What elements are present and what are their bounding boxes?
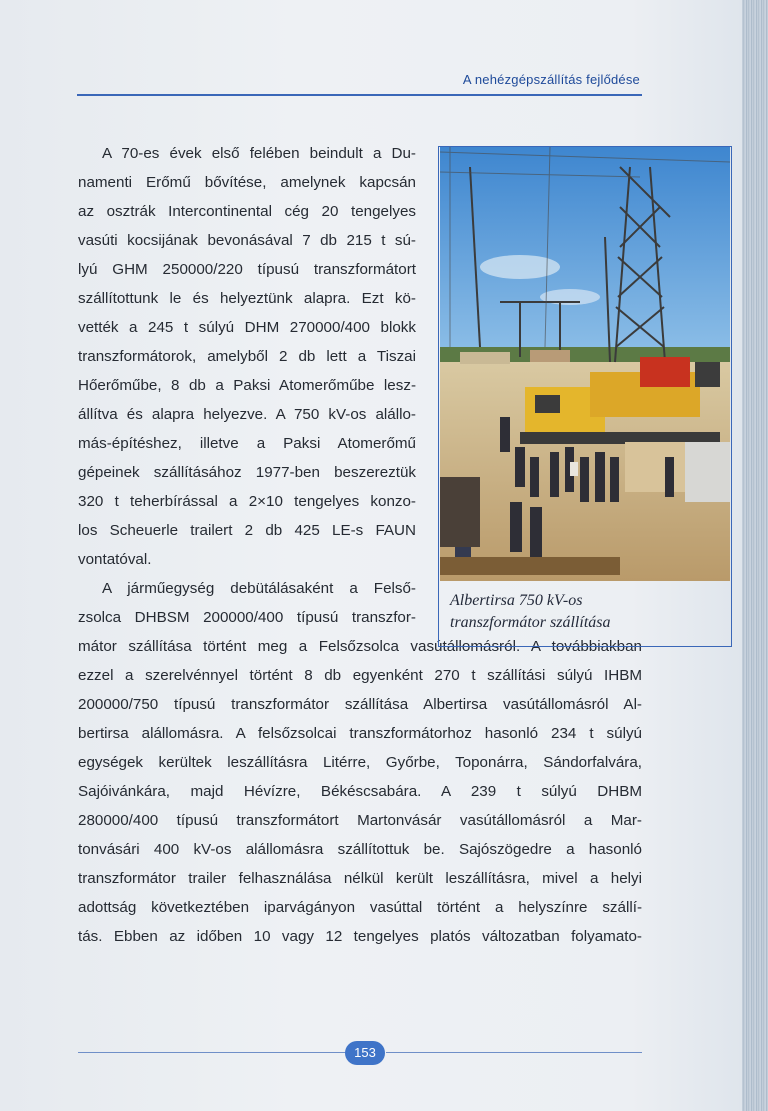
body-line: 320 t teherbírással a 2×10 tengelyes konzo-	[78, 493, 416, 510]
body-line: transzformátorok, amelyből 2 db lett a Tiszai	[78, 348, 416, 365]
body-line: 200000/750 típusú transzformátor szállítása Albertirsa vasútállomásról Al-	[78, 696, 642, 713]
page-number-badge: 153	[345, 1041, 385, 1065]
body-line: los Scheuerle trailert 2 db 425 LE-s FAUN	[78, 522, 416, 539]
body-line: vontatóval.	[78, 551, 152, 568]
transformer-transport-photo	[440, 147, 730, 581]
body-line: szállítottunk le és helyeztünk alapra. Ezt kö-	[78, 290, 416, 307]
body-line: tás. Ebben az időben 10 vagy 12 tengelyes platós változatban folyamato-	[78, 928, 642, 945]
book-page-edges	[742, 0, 768, 1111]
body-line: ezzel a szerelvénnyel történt 8 db egyenként 270 t szállítási súlyú IHBM	[78, 667, 642, 684]
footer-rule-left	[78, 1052, 346, 1053]
caption-line: Albertirsa 750 kV-os	[450, 592, 583, 609]
body-line: vasúti kocsijának bevonásával 7 db 215 t sú-	[78, 232, 416, 249]
body-line: mátor szállítása történt meg a Felsőzsolca vasútállomásról. A továbbiakban	[78, 638, 642, 655]
header-rule	[77, 94, 642, 96]
body-line: adottság következtében iparvágányon vasúttal történt a helyszínre szállí-	[78, 899, 642, 916]
body-line: más-építéshez, illetve a Paksi Atomerőmű	[78, 435, 416, 452]
body-line: lyú GHM 250000/220 típusú transzformátort	[78, 261, 416, 278]
body-line: állítva és alapra helyezve. A 750 kV-os alállo-	[78, 406, 416, 423]
body-line: 280000/400 típusú transzformátort Martonvásár vasútállomásról a Mar-	[78, 812, 642, 829]
body-line: A járműegység debütálásaként a Felső-	[102, 580, 416, 597]
running-header: A nehézgépszállítás fejlődése	[462, 72, 640, 87]
body-line: vették a 245 t súlyú DHM 270000/400 blokk	[78, 319, 416, 336]
body-line: Sajóivánkára, majd Hévízre, Békéscsabára. A 239 t súlyú DHBM	[78, 783, 642, 800]
body-line: Hőerőműbe, 8 db a Paksi Atomerőműbe lesz-	[78, 377, 416, 394]
body-line: namenti Erőmű bővítése, amelynek kapcsán	[78, 174, 416, 191]
figure-photo	[440, 147, 730, 581]
body-line: tonvásári 400 kV-os alállomásra szállítottuk be. Sajószögedre a hasonló	[78, 841, 642, 858]
body-line: gépeinek szállításához 1977-ben beszereztük	[78, 464, 416, 481]
body-line: A 70-es évek első felében beindult a Du-	[102, 145, 416, 162]
body-line: transzformátor trailer felhasználása nélkül került leszállításra, mivel a helyi	[78, 870, 642, 887]
figure-caption	[450, 590, 720, 634]
body-line: egységek kerültek leszállításra Litérre, Győrbe, Toponárra, Sándorfalvára,	[78, 754, 642, 771]
caption-line: transzformátor szállítása	[450, 614, 611, 631]
body-line: az osztrák Intercontinental cég 20 tengelyes	[78, 203, 416, 220]
body-line: zsolca DHBSM 200000/400 típusú transzfor-	[78, 609, 416, 626]
body-line: bertirsa alállomásra. A felsőzsolcai transzformátorhoz hasonló 234 t súlyú	[78, 725, 642, 742]
footer-rule-right	[386, 1052, 642, 1053]
